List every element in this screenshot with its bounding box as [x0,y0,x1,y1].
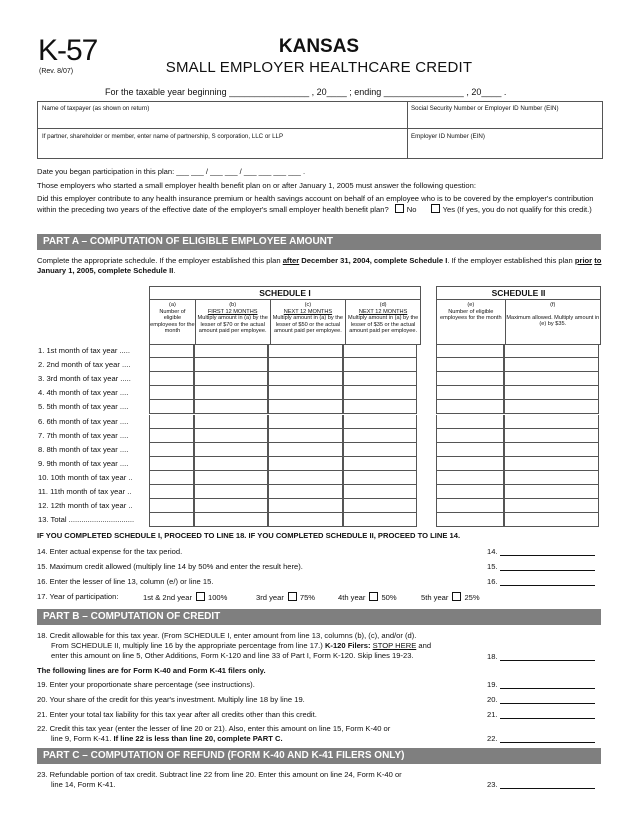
employer-ein-field[interactable] [408,129,602,158]
line-18-b: From SCHEDULE II, multiply line 16 by the appropriate percentage from line 17.) [51,641,323,650]
schedule-cell[interactable] [436,400,504,414]
row-label: 9. 9th month of tax year .... [38,458,129,468]
schedule-cell[interactable] [504,372,599,386]
revision-date: (Rev. 8/07) [39,68,74,75]
instr-end: . [173,266,176,275]
schedule-cell[interactable] [268,344,343,358]
schedule-cell[interactable] [268,485,343,499]
schedule-cell[interactable] [268,358,343,372]
schedule-cell[interactable] [149,415,194,429]
schedule-2-title: SCHEDULE II [436,286,601,300]
schedule-cell[interactable] [194,415,268,429]
form-number: K-57 [38,34,98,67]
schedule-cell[interactable] [343,513,417,527]
schedule-cell[interactable] [149,513,194,527]
question-block [37,194,603,215]
col-d-head: NEXT 12 MONTHS [358,308,408,315]
ssn-ein-label: Social Security Number or Employer ID Number (EIN) [411,105,559,112]
schedule-cell[interactable] [343,471,417,485]
schedule-cell[interactable] [194,499,268,513]
line-19-input[interactable] [500,680,595,689]
schedule-cell[interactable] [194,457,268,471]
schedule-cell[interactable] [504,429,599,443]
line-18-answer[interactable] [487,652,595,661]
schedule-cell[interactable] [268,429,343,443]
schedule-cell[interactable] [436,471,504,485]
schedule-cell[interactable] [149,457,194,471]
line-18-k120: K-120 Filers: [324,641,371,650]
line-22-num: 22. [487,734,498,743]
line-14-input[interactable] [500,547,595,556]
line-14-text: 14. Enter actual expense for the tax period. [37,547,183,556]
line-18-a: 18. Credit allowable for this tax year. (From SCHEDULE I, enter amount from line 13, columns (b), (c), and/or (d). [37,631,417,640]
schedule-cell[interactable] [436,457,504,471]
line-23-b: line 14, Form K-41. [51,780,116,789]
no-checkbox[interactable] [395,204,404,213]
row-label: 4. 4th month of tax year .... [38,388,129,398]
line-18-and: and [418,641,432,650]
taxpayer-name-field[interactable] [38,102,408,129]
yes-checkbox[interactable] [431,204,440,213]
schedule-cell[interactable] [149,429,194,443]
line-17-opt4[interactable] [421,592,480,602]
col-b-letter: (b) [229,302,237,308]
taxpayer-id-box [37,101,603,159]
schedule-cell[interactable] [268,415,343,429]
question-text: Did this employer contribute to any health insurance premium or health savings account on behalf of an employee who is to be covered by the employer's contribution within the preceding two years of the effective date of the employer's small employer health benefit plan? [37,194,594,214]
line-16-answer[interactable] [487,577,595,586]
line-16-input[interactable] [500,577,595,586]
schedule-cell[interactable] [343,429,417,443]
line-22-input[interactable] [500,734,595,743]
line-17-opt2[interactable] [256,592,315,602]
schedule-cell[interactable] [504,344,599,358]
opt1-checkbox[interactable] [196,592,205,601]
schedule-cell[interactable] [194,400,268,414]
schedule-cell[interactable] [343,400,417,414]
schedule-cell[interactable] [504,485,599,499]
col-c-text: Multiply amount in (a) by the lesser of $50 or the actual amount paid per employee. [272,315,344,334]
line-19-num: 19. [487,680,498,689]
schedule-cell[interactable] [149,443,194,457]
schedule-cell[interactable] [504,443,599,457]
schedule-cell[interactable] [436,415,504,429]
line-19-text: 19. Enter your proportionate share percentage (see instructions). [37,680,255,689]
proceed-note: IF YOU COMPLETED SCHEDULE I, PROCEED TO LINE 18. IF YOU COMPLETED SCHEDULE II, PROCEED TO LINE 14. [37,531,461,540]
col-c-head: NEXT 12 MONTHS [283,308,333,315]
opt1-label: 1st & 2nd year [143,593,192,602]
schedule-cell[interactable] [504,415,599,429]
schedule-1-title: SCHEDULE I [149,286,421,300]
row-label: 1. 1st month of tax year ..... [38,346,131,355]
opt1-pct: 100% [207,593,228,602]
opt3-label: 4th year [338,593,366,602]
schedule-cell[interactable] [268,386,343,400]
schedule-cell[interactable] [504,457,599,471]
line-17-opt1[interactable] [143,592,227,602]
schedule-cell[interactable] [268,400,343,414]
line-23-text [37,770,487,790]
line-16-text: 16. Enter the lesser of line 13, column (e/) or line 15. [37,577,214,586]
state-title: KANSAS [278,36,360,57]
col-c-header [271,300,347,345]
schedule-cell[interactable] [194,386,268,400]
line-21-num: 21. [487,710,498,719]
line-23-answer[interactable] [487,780,595,789]
ssn-ein-field[interactable] [408,102,602,129]
schedule-cell[interactable] [504,400,599,414]
line-21-input[interactable] [500,710,595,719]
schedule-cell[interactable] [343,415,417,429]
schedule-cell[interactable] [504,386,599,400]
schedule-cell[interactable] [149,485,194,499]
partner-name-label: If partner, shareholder or member, enter name of partnership, S corporation, LLC or LLP [42,133,284,140]
instr-after: after [282,256,300,265]
line-16-num: 16. [487,577,498,586]
row-label: 13. Total ............................... [38,515,135,525]
schedule-cell[interactable] [194,443,268,457]
row-label: 11. 11th month of tax year .. [38,487,132,496]
line-15-text: 15. Maximum credit allowed (multiply line 14 by 50% and enter the result here). [37,562,303,571]
schedule-cell[interactable] [343,443,417,457]
schedule-cell[interactable] [194,372,268,386]
schedule-cell[interactable] [149,386,194,400]
schedule-cell[interactable] [268,513,343,527]
col-d-letter: (d) [379,302,387,308]
line-17-opt3[interactable] [338,592,397,602]
schedule-cell[interactable] [436,386,504,400]
row-label: 10. 10th month of tax year .. [38,472,133,482]
line-23-input[interactable] [500,780,595,789]
line-14-num: 14. [487,547,498,556]
col-a-letter: (a) [168,302,176,308]
date-began-line[interactable]: Date you began participation in this plan: ___ ___ / ___ ___ / ___ ___ ___ ___ . [37,167,306,176]
instr-text: Complete the appropriate schedule. If the employer established this plan [37,256,281,265]
opt2-label: 3rd year [256,593,284,602]
line-15-num: 15. [487,562,498,571]
schedule-cell[interactable] [504,513,599,527]
schedule-cell[interactable] [504,499,599,513]
line-18-d: enter this amount on line 5, Other Additions, Form K-120 and line 33 of Part I, Form K-120. Skip lines 19-23. [51,651,414,660]
col-b-text: Multiply amount in (a) by the lesser of $70 or the actual amount paid per employee. [197,315,268,334]
schedule-cell[interactable] [436,429,504,443]
opt2-pct: 75% [299,593,316,602]
line-22-answer[interactable] [487,734,595,743]
line-19-answer[interactable] [487,680,595,689]
schedule-cell[interactable] [436,513,504,527]
col-f-text: Maximum allowed. Multiply amount in (e) by $35. [506,314,600,327]
line-22-bold: If line 22 is less than line 20, complete PART C. [113,734,283,743]
schedule-cell[interactable] [343,358,417,372]
schedule-cell[interactable] [194,358,268,372]
part-a-header: PART A – COMPUTATION OF ELIGIBLE EMPLOYEE AMOUNT [37,234,601,250]
schedule-cell[interactable] [149,400,194,414]
schedule-cell[interactable] [268,457,343,471]
schedule-cell[interactable] [194,485,268,499]
schedule-cell[interactable] [268,499,343,513]
schedule-cell[interactable] [436,499,504,513]
row-label: 3. 3rd month of tax year ..... [38,374,131,384]
col-b-header [196,300,271,345]
row-label: 5. 5th month of tax year .... [38,402,129,412]
line-20-text: 20. Your share of the credit for this year's investment. Multiply line 18 by line 19. [37,695,305,704]
schedule-cell[interactable] [343,485,417,499]
partner-name-field[interactable] [38,129,408,158]
opt3-pct: 50% [381,593,397,602]
col-a-text: Number of eligible employees for the month [150,308,195,334]
schedule-cell[interactable] [343,386,417,400]
schedule-cell[interactable] [343,457,417,471]
schedule-cell[interactable] [268,471,343,485]
schedule-cell[interactable] [436,358,504,372]
line-14-answer[interactable] [487,547,595,556]
line-18-b-row [37,641,487,651]
question-intro: Those employers who started a small employer health benefit plan on or after January 1, 2005 must answer the following question: [37,181,476,190]
schedule-cell[interactable] [436,372,504,386]
schedule-cell[interactable] [343,372,417,386]
schedule-cell[interactable] [504,471,599,485]
line-22-a: 22. Credit this tax year (enter the lesser of line 20 or 21). Also, enter this amount on line 15, Form K-40 or [37,724,391,733]
schedule-2 [436,286,601,345]
line-15-input[interactable] [500,562,595,571]
schedule-cell[interactable] [194,471,268,485]
col-d-text: Multiply amount in (a) by the lesser of $35 or the actual amount paid per employee. [347,315,419,334]
instr-schedule-1: December 31, 2004, complete Schedule I [301,256,448,265]
line-20-num: 20. [487,695,498,704]
yes-note: (If yes, you do not qualify for this credit.) [457,205,592,214]
row-label: 7. 7th month of tax year .... [38,430,129,440]
no-label: No [406,205,417,214]
col-e-text: Number of eligible employees for the month [440,308,502,321]
opt4-checkbox[interactable] [452,592,461,601]
line-18-num: 18. [487,652,498,661]
line-21-text: 21. Enter your total tax liability for this tax year after all credits other than this credit. [37,710,317,719]
employer-ein-label: Employer ID Number (EIN) [411,133,485,140]
schedule-cell[interactable] [149,358,194,372]
schedule-1-headers [149,300,421,345]
schedule-cell[interactable] [149,372,194,386]
row-label: 8. 8th month of tax year .... [38,444,129,454]
schedule-cell[interactable] [436,443,504,457]
instr-text-2: . If the employer established this plan [447,256,573,265]
schedule-cell[interactable] [343,499,417,513]
line-20-input[interactable] [500,695,595,704]
part-b-header: PART B – COMPUTATION OF CREDIT [37,609,601,625]
col-c-letter: (c) [304,302,312,308]
opt4-pct: 25% [464,593,480,602]
line-18-text [37,631,487,661]
col-e-header [437,300,506,345]
line-15-answer[interactable] [487,562,595,571]
schedule-1 [149,286,421,345]
line-20-answer[interactable] [487,695,595,704]
schedule-cell[interactable] [268,443,343,457]
row-label: 6. 6th month of tax year .... [38,416,129,426]
schedule-cell[interactable] [149,344,194,358]
schedule-cell[interactable] [194,513,268,527]
line-18-stop: STOP HERE [372,641,417,650]
col-f-letter: (f) [550,302,556,308]
col-a-header [150,300,196,345]
schedule-cell[interactable] [268,372,343,386]
line-23-a: 23. Refundable portion of tax credit. Subtract line 22 from line 20. Enter this amount on line 24, Form K-40 or [37,770,402,779]
schedule-cell[interactable] [343,344,417,358]
col-e-letter: (e) [467,302,475,308]
col-f-header [506,300,601,345]
col-d-header [346,300,421,345]
schedule-cell[interactable] [504,358,599,372]
schedule-cell[interactable] [194,429,268,443]
line-18-input[interactable] [500,652,595,661]
line-22-b: line 9, Form K-41. [51,734,112,743]
opt4-label: 5th year [421,593,449,602]
row-label: 12. 12th month of tax year .. [38,501,133,511]
opt2-checkbox[interactable] [288,592,297,601]
schedule-2-headers [436,300,601,345]
schedule-cell[interactable] [149,499,194,513]
part-a-instructions [37,256,603,276]
line-21-answer[interactable] [487,710,595,719]
taxpayer-name-label: Name of taxpayer (as shown on return) [42,105,150,112]
instr-to: to [594,256,602,265]
yes-label: Yes [442,205,456,214]
opt3-checkbox[interactable] [369,592,378,601]
row-label: 2. 2nd month of tax year .... [38,360,131,370]
schedule-cell[interactable] [149,471,194,485]
k40-note: The following lines are for Form K-40 and Form K-41 filers only. [37,666,266,675]
schedule-cell[interactable] [436,485,504,499]
schedule-cell[interactable] [194,344,268,358]
part-c-header: PART C – COMPUTATION OF REFUND (FORM K-40 AND K-41 FILERS ONLY) [37,748,601,764]
form-title: SMALL EMPLOYER HEALTHCARE CREDIT [165,59,473,76]
line-23-num: 23. [487,780,498,789]
line-22-text [37,724,487,744]
schedule-cell[interactable] [436,344,504,358]
instr-schedule-2: January 1, 2005, complete Schedule II [37,266,174,275]
instr-prior: prior [574,256,593,265]
col-b-head: FIRST 12 MONTHS [207,308,258,315]
line-17-label: 17. Year of participation: [37,592,119,601]
taxable-year-line[interactable]: For the taxable year beginning ________________ , 20____ ; ending ________________ , 20____ . [105,87,507,97]
